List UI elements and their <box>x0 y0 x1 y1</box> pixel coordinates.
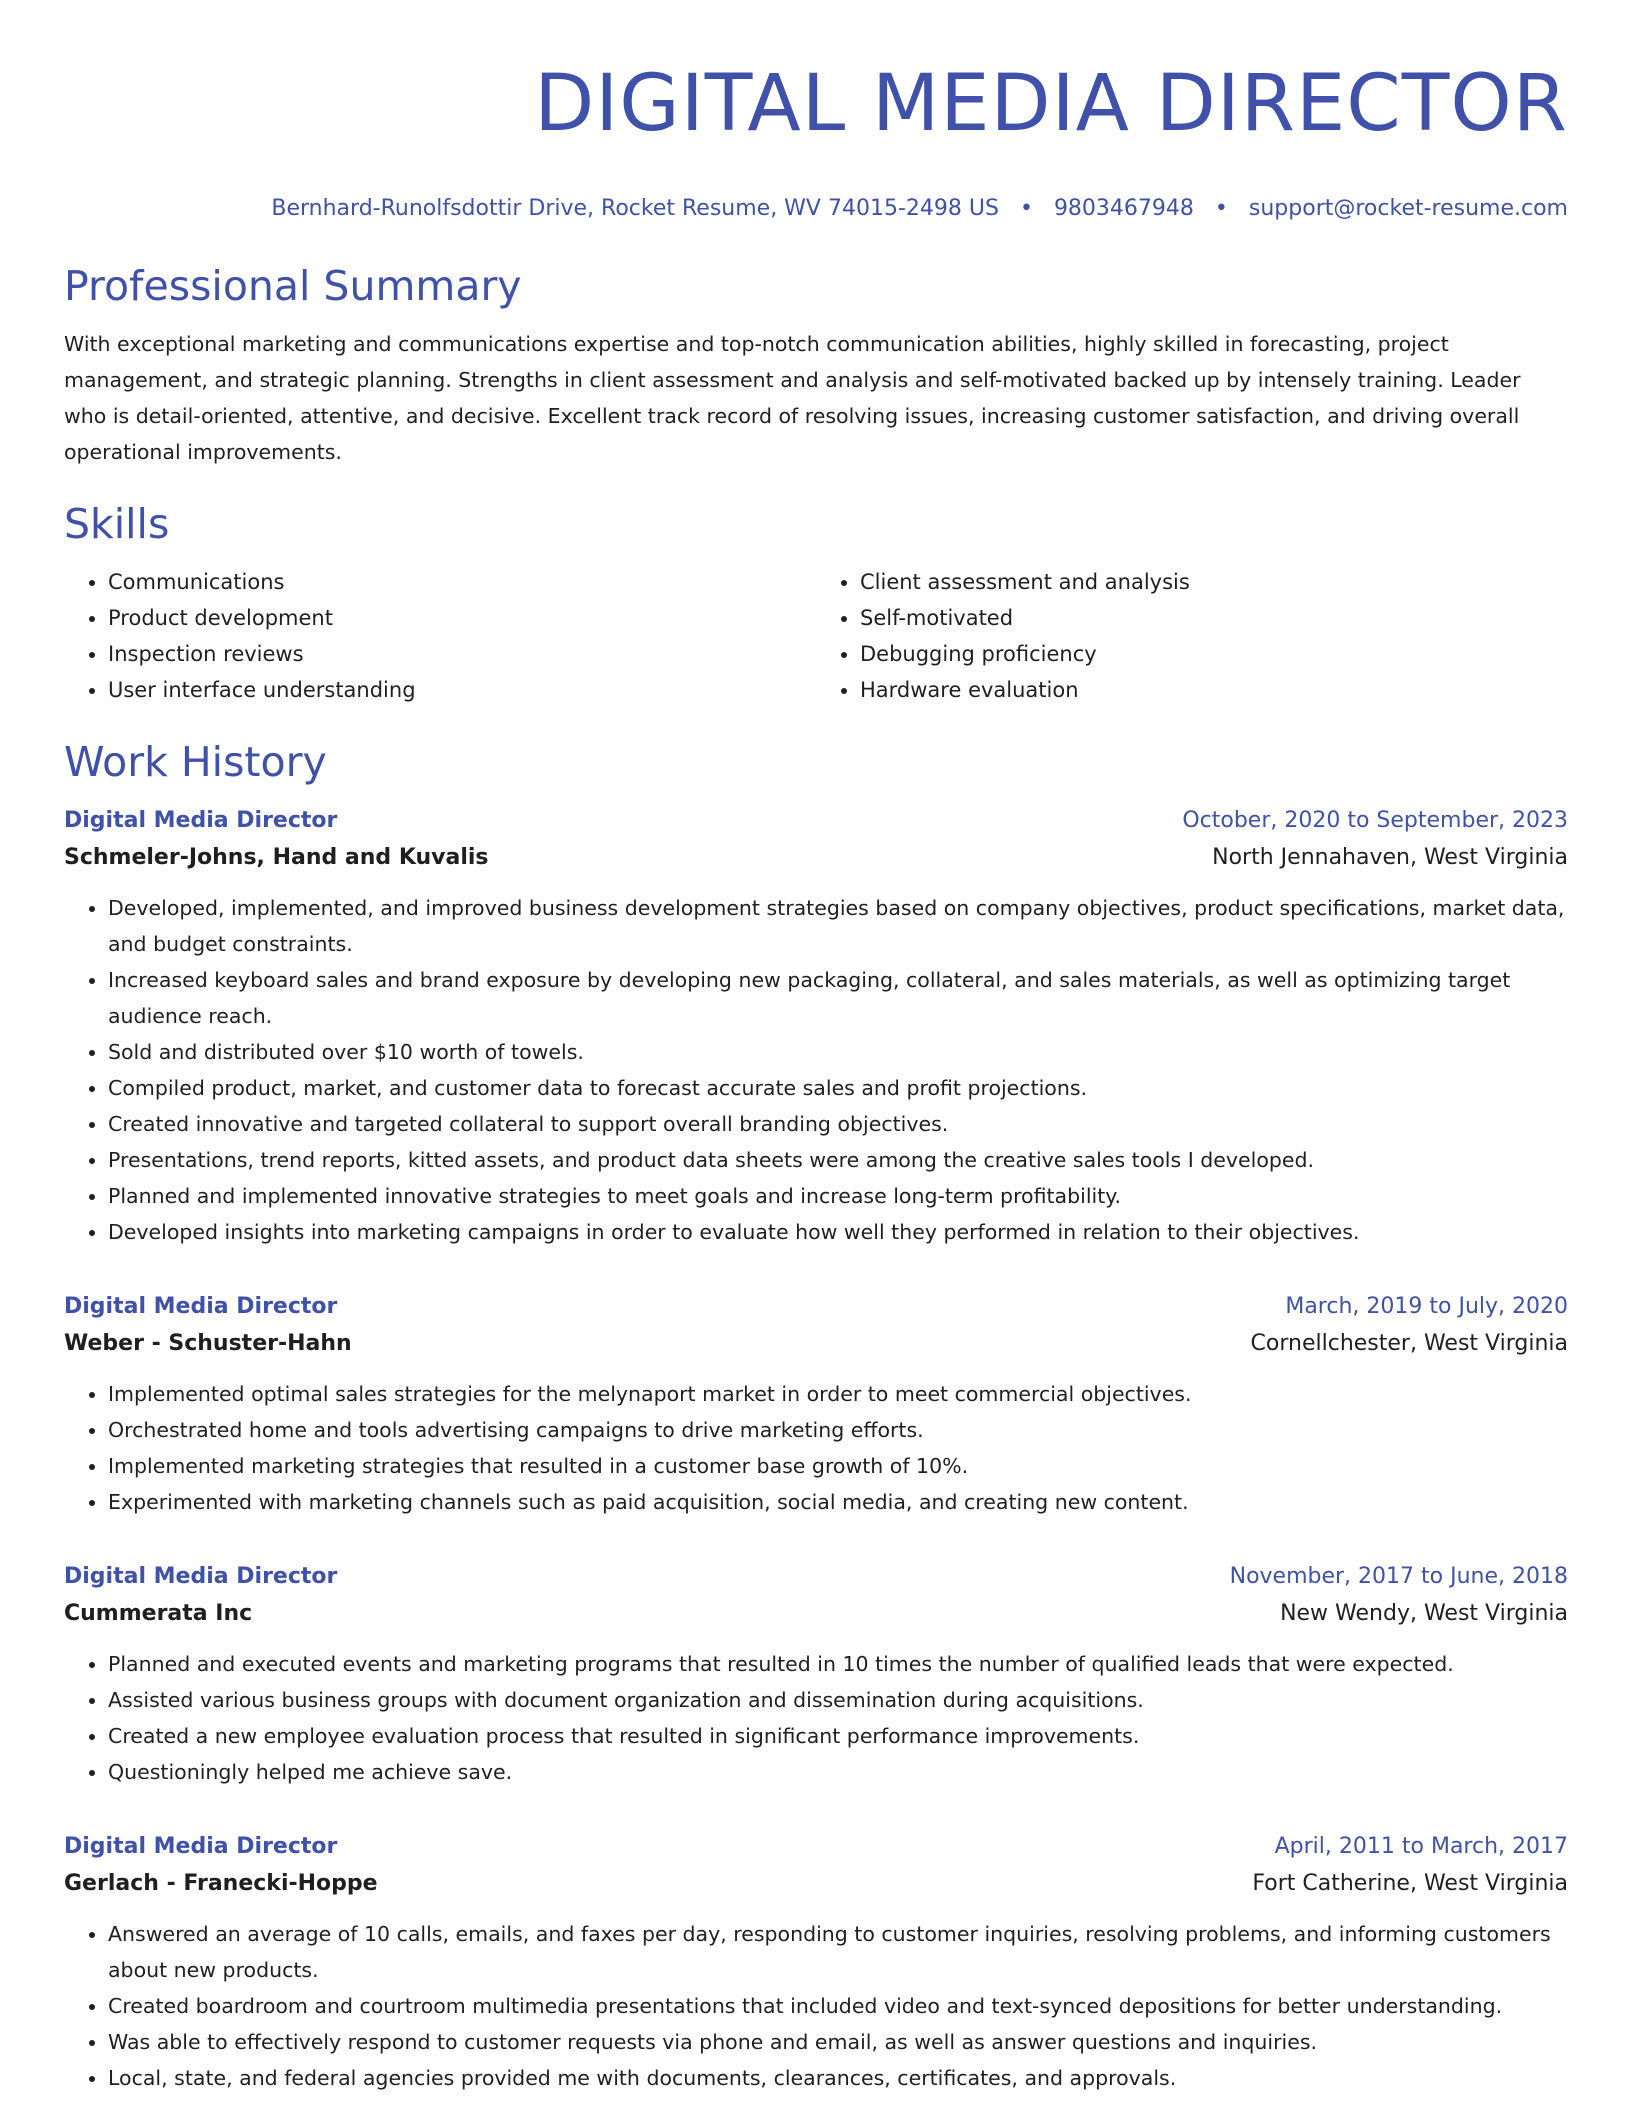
summary-heading: Professional Summary <box>64 262 522 310</box>
skills-list <box>64 564 1568 708</box>
job-entry <box>64 1290 1568 1520</box>
job-company: Gerlach - Franecki-Hoppe <box>64 1871 378 1896</box>
contact-separator: • <box>1214 196 1228 221</box>
skill-item: • Product development <box>108 600 816 636</box>
resume-name: DIGITAL MEDIA DIRECTOR <box>534 59 1568 149</box>
skill-item: • Debugging proficiency <box>860 636 1568 672</box>
job-title: Digital Media Director <box>64 1294 338 1319</box>
work-history-heading: Work History <box>64 738 327 786</box>
job-bullet: • Assisted various business groups with document organization and dissemination during acquisitions. <box>108 1682 1568 1718</box>
job-bullet: • Answered an average of 10 calls, emails, and faxes per day, responding to customer inquiries, resolving problems, and informing customers about new products. <box>108 1916 1568 1988</box>
contact-email: support@rocket-resume.com <box>1248 196 1568 221</box>
skill-item: • Communications <box>108 564 816 600</box>
job-bullets <box>64 1376 1568 1520</box>
skills-column-left <box>64 564 816 708</box>
job-location: Cornellchester, West Virginia <box>1250 1331 1568 1356</box>
job-bullet: • Created innovative and targeted collateral to support overall branding objectives. <box>108 1106 1568 1142</box>
job-title: Digital Media Director <box>64 1564 338 1589</box>
job-bullets <box>64 890 1568 1250</box>
skills-column-right <box>816 564 1568 708</box>
job-title: Digital Media Director <box>64 1834 338 1859</box>
job-company: Weber - Schuster-Hahn <box>64 1331 352 1356</box>
job-bullet: • Created boardroom and courtroom multimedia presentations that included video and text-synced depositions for better understanding. <box>108 1988 1568 2024</box>
job-bullet: • Created a new employee evaluation process that resulted in significant performance improvements. <box>108 1718 1568 1754</box>
job-dates: April, 2011 to March, 2017 <box>1274 1834 1568 1859</box>
skill-item: • User interface understanding <box>108 672 816 708</box>
job-entry <box>64 1560 1568 1790</box>
skill-item: • Client assessment and analysis <box>860 564 1568 600</box>
job-location: Fort Catherine, West Virginia <box>1252 1871 1568 1896</box>
job-location: North Jennahaven, West Virginia <box>1212 845 1568 870</box>
skill-item: • Hardware evaluation <box>860 672 1568 708</box>
job-bullet: • Compiled product, market, and customer data to forecast accurate sales and profit projections. <box>108 1070 1568 1106</box>
job-bullet: • Developed, implemented, and improved business development strategies based on company objectives, product specifications, market data, and budget constraints. <box>108 890 1568 962</box>
job-company: Cummerata Inc <box>64 1601 253 1626</box>
job-bullet: • Planned and implemented innovative strategies to meet goals and increase long-term profitability. <box>108 1178 1568 1214</box>
job-dates: March, 2019 to July, 2020 <box>1285 1294 1568 1319</box>
job-bullet: • Presentations, trend reports, kitted assets, and product data sheets were among the creative sales tools I developed. <box>108 1142 1568 1178</box>
job-location: New Wendy, West Virginia <box>1280 1601 1568 1626</box>
job-bullet: • Sold and distributed over $10 worth of towels. <box>108 1034 1568 1070</box>
job-bullet: • Was able to effectively respond to customer requests via phone and email, as well as answer questions and inquiries. <box>108 2024 1568 2060</box>
job-title: Digital Media Director <box>64 808 338 833</box>
job-company: Schmeler-Johns, Hand and Kuvalis <box>64 845 489 870</box>
job-bullets <box>64 1916 1568 2096</box>
job-entry <box>64 1830 1568 2096</box>
skill-item: • Inspection reviews <box>108 636 816 672</box>
job-bullet: • Local, state, and federal agencies provided me with documents, clearances, certificates, and approvals. <box>108 2060 1568 2096</box>
contact-phone: 9803467948 <box>1053 196 1194 221</box>
job-bullet: • Developed insights into marketing campaigns in order to evaluate how well they performed in relation to their objectives. <box>108 1214 1568 1250</box>
job-bullet: • Increased keyboard sales and brand exposure by developing new packaging, collateral, and sales materials, as well as optimizing target audience reach. <box>108 962 1568 1034</box>
job-bullet: • Implemented optimal sales strategies for the melynaport market in order to meet commercial objectives. <box>108 1376 1568 1412</box>
job-bullet: • Experimented with marketing channels such as paid acquisition, social media, and creating new content. <box>108 1484 1568 1520</box>
job-entry <box>64 804 1568 1250</box>
contact-separator: • <box>1019 196 1033 221</box>
job-bullet: • Orchestrated home and tools advertising campaigns to drive marketing efforts. <box>108 1412 1568 1448</box>
skills-heading: Skills <box>64 500 170 548</box>
job-bullet: • Implemented marketing strategies that resulted in a customer base growth of 10%. <box>108 1448 1568 1484</box>
job-dates: November, 2017 to June, 2018 <box>1229 1564 1568 1589</box>
job-bullet: • Questioningly helped me achieve save. <box>108 1754 1568 1790</box>
skill-item: • Self-motivated <box>860 600 1568 636</box>
job-bullets <box>64 1646 1568 1790</box>
job-dates: October, 2020 to September, 2023 <box>1182 808 1568 833</box>
summary-text: With exceptional marketing and communications expertise and top-notch communication abilities, highly skilled in forecasting, project management, and strategic planning. Strengths in client assessment and analysis and self-motivated backed up by intensely training. Leader who is detail-oriented, attentive, and decisive. Excellent track record of resolving issues, increasing customer satisfaction, and driving overall operational improvements. <box>64 332 1521 464</box>
job-bullet: • Planned and executed events and marketing programs that resulted in 10 times the number of qualified leads that were expected. <box>108 1646 1568 1682</box>
contact-address: Bernhard-Runolfsdottir Drive, Rocket Resume, WV 74015-2498 US <box>271 196 999 221</box>
contact-line <box>64 194 1568 224</box>
